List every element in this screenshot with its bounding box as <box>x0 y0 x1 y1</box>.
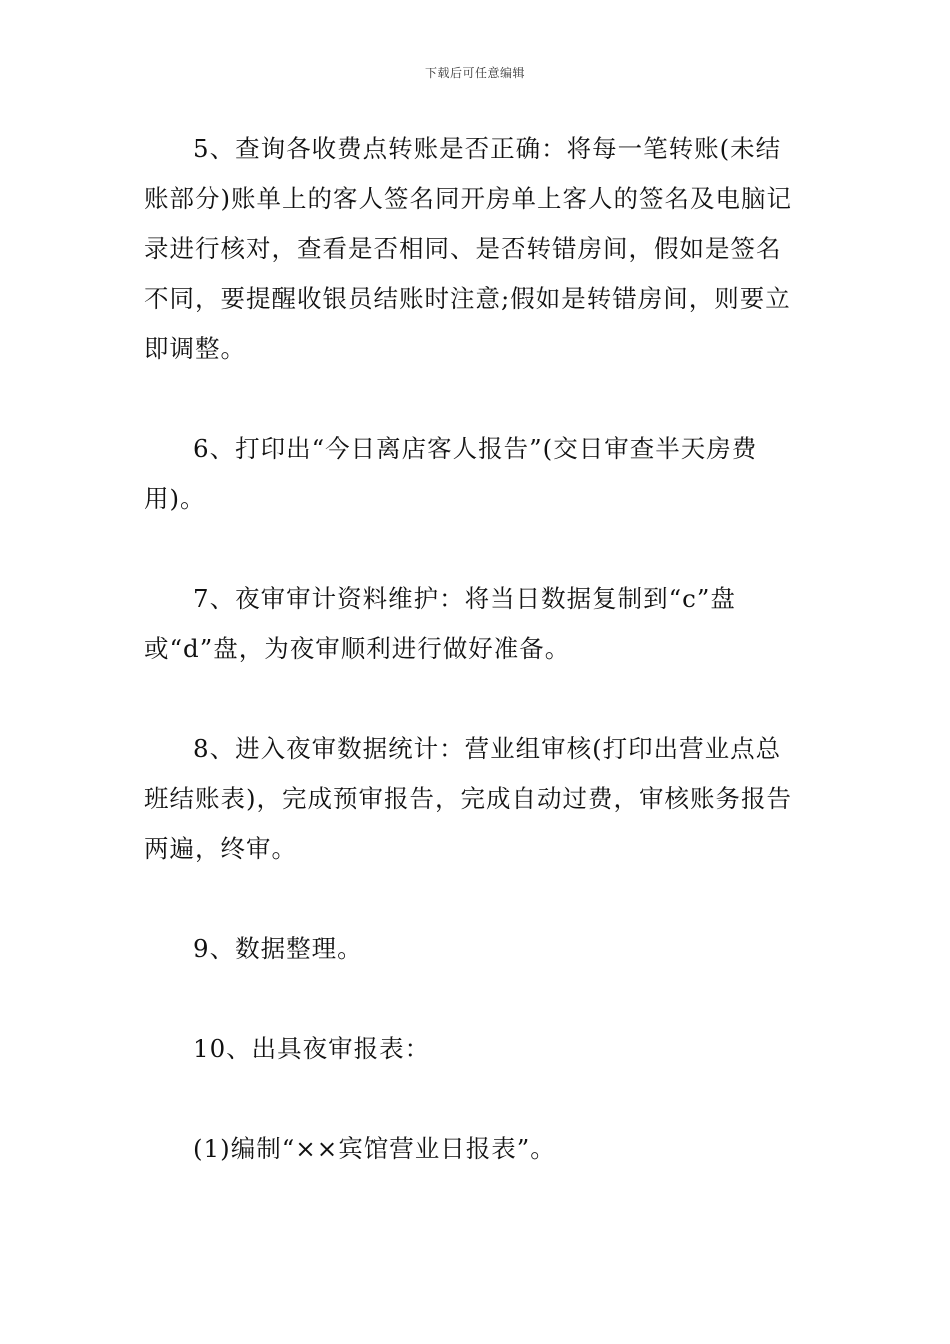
paragraph-item-7: 7、夜审审计资料维护：将当日数据复制到“c”盘或“d”盘，为夜审顺利进行做好准备。 <box>144 584 736 663</box>
document-body <box>144 124 806 1174</box>
paragraph-item-6: 6、打印出“今日离店客人报告”(交日审查半天房费用)。 <box>144 434 758 513</box>
paragraph-subitem-1: (1)编制“××宾馆营业日报表”。 <box>193 1134 556 1163</box>
header-note: 下载后可任意编辑 <box>424 66 525 80</box>
paragraph-item-5: 5、查询各收费点转账是否正确：将每一笔转账(未结账部分)账单上的客人签名同开房单上客人的签名及电脑记录进行核对，查看是否相同、是否转错房间，假如是签名不同，要提醒收银员结账时注意;假如是转错房间，则要立即调整。 <box>144 134 793 363</box>
paragraph-item-10: 10、出具夜审报表： <box>193 1034 431 1063</box>
paragraph-item-9: 9、数据整理。 <box>193 934 363 963</box>
paragraph-item-8: 8、进入夜审数据统计：营业组审核(打印出营业点总班结账表)，完成预审报告，完成自动过费，审核账务报告两遍，终审。 <box>144 734 793 863</box>
